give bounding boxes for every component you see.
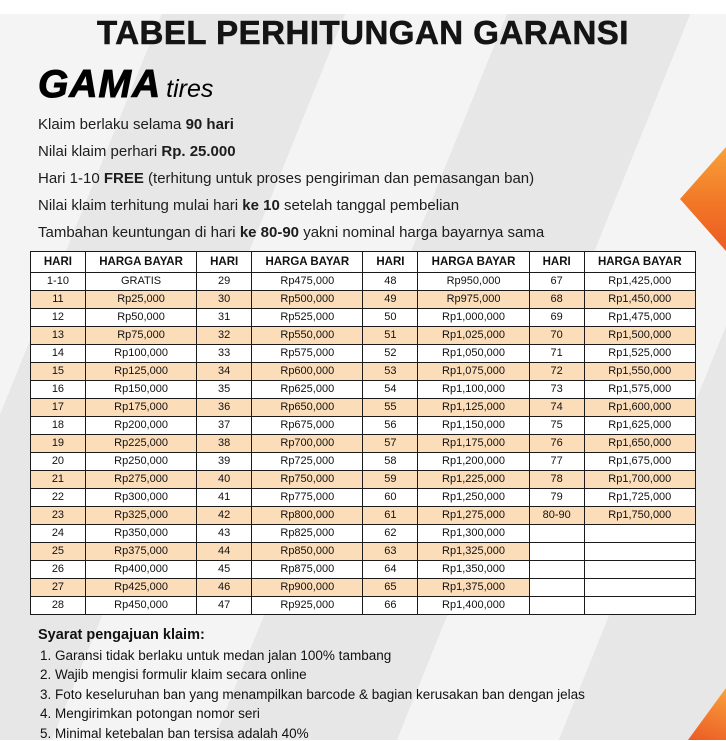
intro-notes (38, 116, 726, 241)
harga-bayar-cell: Rp1,625,000 (584, 416, 695, 434)
hari-cell: 48 (363, 272, 418, 290)
warranty-flyer (0, 14, 726, 740)
claim-term-item: 4. Mengirimkan potongan nomor seri (40, 706, 726, 721)
harga-bayar-cell: Rp750,000 (252, 470, 363, 488)
table-row (31, 542, 696, 560)
intro-line-5-post: yakni nominal harga bayarnya sama (299, 223, 545, 241)
hari-cell: 42 (197, 506, 252, 524)
table-row (31, 290, 696, 308)
intro-line-3-bold: FREE (103, 169, 144, 187)
harga-bayar-cell: Rp1,650,000 (584, 434, 695, 452)
table-row (31, 524, 696, 542)
warranty-table-head (31, 251, 696, 272)
harga-bayar-cell: Rp225,000 (85, 434, 196, 452)
harga-bayar-cell: Rp250,000 (85, 452, 196, 470)
table-row (31, 272, 696, 290)
hari-cell: 20 (31, 452, 86, 470)
warranty-table-body (31, 272, 696, 614)
harga-bayar-cell: Rp550,000 (252, 326, 363, 344)
claim-term-item: 1. Garansi tidak berlaku untuk medan jalan 100% tambang (40, 648, 726, 663)
harga-bayar-cell: Rp775,000 (252, 488, 363, 506)
hari-cell: 28 (31, 596, 86, 614)
hari-cell: 31 (197, 308, 252, 326)
harga-bayar-cell: Rp1,725,000 (584, 488, 695, 506)
hari-cell: 49 (363, 290, 418, 308)
hari-cell: 23 (31, 506, 86, 524)
hari-cell: 24 (31, 524, 86, 542)
brand-logo (38, 62, 726, 106)
harga-bayar-cell: Rp875,000 (252, 560, 363, 578)
table-row (31, 380, 696, 398)
warranty-table (30, 251, 696, 615)
hari-cell: 45 (197, 560, 252, 578)
intro-line-2-pre: Nilai klaim perhari (38, 142, 162, 160)
harga-bayar-cell: Rp200,000 (85, 416, 196, 434)
intro-line-3 (38, 170, 726, 187)
harga-bayar-cell: Rp125,000 (85, 362, 196, 380)
intro-line-3-post: (terhitung untuk proses pengiriman dan pemasangan ban) (143, 169, 535, 187)
harga-bayar-cell: Rp1,525,000 (584, 344, 695, 362)
harga-bayar-cell: Rp1,700,000 (584, 470, 695, 488)
harga-bayar-cell: Rp1,075,000 (418, 362, 529, 380)
harga-bayar-cell: Rp1,500,000 (584, 326, 695, 344)
claim-terms-list (38, 648, 726, 741)
harga-bayar-cell: Rp1,300,000 (418, 524, 529, 542)
harga-bayar-cell: Rp375,000 (85, 542, 196, 560)
harga-bayar-cell: Rp1,600,000 (584, 398, 695, 416)
claim-term-item: 2. Wajib mengisi formulir klaim secara online (40, 667, 726, 682)
harga-bayar-cell: Rp1,325,000 (418, 542, 529, 560)
intro-line-5-bold: ke 80-90 (239, 223, 300, 241)
harga-bayar-cell: Rp1,050,000 (418, 344, 529, 362)
hari-cell: 61 (363, 506, 418, 524)
harga-bayar-cell: Rp50,000 (85, 308, 196, 326)
harga-bayar-cell: Rp1,100,000 (418, 380, 529, 398)
logo-brand-text: GAMA (38, 62, 162, 106)
hari-cell: 29 (197, 272, 252, 290)
hari-cell (529, 560, 584, 578)
hari-cell: 41 (197, 488, 252, 506)
hari-cell: 54 (363, 380, 418, 398)
harga-bayar-cell: Rp650,000 (252, 398, 363, 416)
hari-cell: 21 (31, 470, 86, 488)
hari-cell: 68 (529, 290, 584, 308)
hari-cell: 32 (197, 326, 252, 344)
hari-cell: 1-10 (31, 272, 86, 290)
intro-line-2-bold: Rp. 25.000 (161, 142, 236, 160)
intro-line-5 (38, 224, 726, 241)
harga-bayar-cell: Rp1,350,000 (418, 560, 529, 578)
column-header-harga-bayar: HARGA BAYAR (584, 251, 695, 272)
table-row (31, 470, 696, 488)
column-header-hari: HARI (529, 251, 584, 272)
harga-bayar-cell: Rp800,000 (252, 506, 363, 524)
hari-cell: 60 (363, 488, 418, 506)
table-header-row (31, 251, 696, 272)
harga-bayar-cell: Rp1,425,000 (584, 272, 695, 290)
hari-cell: 66 (363, 596, 418, 614)
intro-line-4-post: setelah tanggal pembelian (279, 196, 460, 214)
table-row (31, 578, 696, 596)
harga-bayar-cell: Rp1,025,000 (418, 326, 529, 344)
table-row (31, 560, 696, 578)
hari-cell: 53 (363, 362, 418, 380)
harga-bayar-cell: Rp1,575,000 (584, 380, 695, 398)
column-header-hari: HARI (31, 251, 86, 272)
harga-bayar-cell: Rp850,000 (252, 542, 363, 560)
intro-line-2 (38, 143, 726, 160)
hari-cell: 79 (529, 488, 584, 506)
hari-cell: 25 (31, 542, 86, 560)
hari-cell: 18 (31, 416, 86, 434)
table-row (31, 344, 696, 362)
hari-cell: 59 (363, 470, 418, 488)
intro-line-1 (38, 116, 726, 133)
column-header-harga-bayar: HARGA BAYAR (418, 251, 529, 272)
column-header-harga-bayar: HARGA BAYAR (252, 251, 363, 272)
hari-cell: 44 (197, 542, 252, 560)
harga-bayar-cell: Rp725,000 (252, 452, 363, 470)
table-row (31, 308, 696, 326)
hari-cell: 12 (31, 308, 86, 326)
harga-bayar-cell: Rp825,000 (252, 524, 363, 542)
intro-line-1-pre: Klaim berlaku selama (38, 115, 186, 133)
harga-bayar-cell: Rp1,250,000 (418, 488, 529, 506)
harga-bayar-cell: Rp400,000 (85, 560, 196, 578)
hari-cell: 57 (363, 434, 418, 452)
claim-term-item: 5. Minimal ketebalan ban tersisa adalah 40% (40, 726, 726, 741)
hari-cell (529, 524, 584, 542)
hari-cell: 58 (363, 452, 418, 470)
harga-bayar-cell: Rp325,000 (85, 506, 196, 524)
column-header-harga-bayar: HARGA BAYAR (85, 251, 196, 272)
claim-term-item: 3. Foto keseluruhan ban yang menampilkan barcode & bagian kerusakan ban dengan jelas (40, 687, 726, 702)
hari-cell: 62 (363, 524, 418, 542)
hari-cell: 69 (529, 308, 584, 326)
table-row (31, 362, 696, 380)
hari-cell: 35 (197, 380, 252, 398)
harga-bayar-cell: Rp150,000 (85, 380, 196, 398)
harga-bayar-cell: Rp1,000,000 (418, 308, 529, 326)
harga-bayar-cell: GRATIS (85, 272, 196, 290)
harga-bayar-cell: Rp525,000 (252, 308, 363, 326)
harga-bayar-cell: Rp475,000 (252, 272, 363, 290)
hari-cell (529, 542, 584, 560)
table-row (31, 398, 696, 416)
hari-cell: 50 (363, 308, 418, 326)
harga-bayar-cell: Rp1,150,000 (418, 416, 529, 434)
hari-cell: 27 (31, 578, 86, 596)
harga-bayar-cell: Rp1,400,000 (418, 596, 529, 614)
hari-cell: 19 (31, 434, 86, 452)
harga-bayar-cell: Rp1,750,000 (584, 506, 695, 524)
hari-cell: 38 (197, 434, 252, 452)
hari-cell: 36 (197, 398, 252, 416)
harga-bayar-cell (584, 578, 695, 596)
harga-bayar-cell: Rp625,000 (252, 380, 363, 398)
hari-cell: 74 (529, 398, 584, 416)
hari-cell: 37 (197, 416, 252, 434)
column-header-hari: HARI (363, 251, 418, 272)
harga-bayar-cell (584, 524, 695, 542)
hari-cell: 34 (197, 362, 252, 380)
harga-bayar-cell: Rp975,000 (418, 290, 529, 308)
intro-line-4 (38, 197, 726, 214)
harga-bayar-cell: Rp450,000 (85, 596, 196, 614)
harga-bayar-cell: Rp900,000 (252, 578, 363, 596)
intro-line-4-bold: ke 10 (242, 196, 280, 214)
hari-cell: 16 (31, 380, 86, 398)
harga-bayar-cell: Rp100,000 (85, 344, 196, 362)
harga-bayar-cell: Rp300,000 (85, 488, 196, 506)
intro-line-4-pre: Nilai klaim terhitung mulai hari (38, 196, 243, 214)
harga-bayar-cell: Rp275,000 (85, 470, 196, 488)
harga-bayar-cell: Rp1,175,000 (418, 434, 529, 452)
harga-bayar-cell: Rp500,000 (252, 290, 363, 308)
page-title: TABEL PERHITUNGAN GARANSI (97, 14, 629, 51)
hari-cell: 76 (529, 434, 584, 452)
hari-cell (529, 578, 584, 596)
hari-cell: 26 (31, 560, 86, 578)
hari-cell: 73 (529, 380, 584, 398)
hari-cell: 67 (529, 272, 584, 290)
hari-cell: 17 (31, 398, 86, 416)
table-row (31, 416, 696, 434)
harga-bayar-cell: Rp1,375,000 (418, 578, 529, 596)
hari-cell: 63 (363, 542, 418, 560)
hari-cell: 47 (197, 596, 252, 614)
claim-terms-heading: Syarat pengajuan klaim: (38, 626, 205, 643)
table-row (31, 452, 696, 470)
hari-cell: 72 (529, 362, 584, 380)
hari-cell: 15 (31, 362, 86, 380)
harga-bayar-cell: Rp575,000 (252, 344, 363, 362)
flyer-content (0, 14, 726, 741)
hari-cell: 55 (363, 398, 418, 416)
table-row (31, 596, 696, 614)
harga-bayar-cell: Rp1,125,000 (418, 398, 529, 416)
hari-cell: 14 (31, 344, 86, 362)
harga-bayar-cell: Rp1,450,000 (584, 290, 695, 308)
harga-bayar-cell: Rp700,000 (252, 434, 363, 452)
harga-bayar-cell: Rp1,275,000 (418, 506, 529, 524)
intro-line-3-pre: Hari 1-10 (38, 169, 104, 187)
table-row (31, 506, 696, 524)
harga-bayar-cell: Rp425,000 (85, 578, 196, 596)
harga-bayar-cell: Rp600,000 (252, 362, 363, 380)
claim-terms (38, 627, 726, 741)
hari-cell: 11 (31, 290, 86, 308)
hari-cell: 39 (197, 452, 252, 470)
table-row (31, 434, 696, 452)
hari-cell: 22 (31, 488, 86, 506)
hari-cell: 46 (197, 578, 252, 596)
harga-bayar-cell: Rp1,200,000 (418, 452, 529, 470)
hari-cell: 30 (197, 290, 252, 308)
hari-cell: 77 (529, 452, 584, 470)
intro-line-5-pre: Tambahan keuntungan di hari (38, 223, 240, 241)
harga-bayar-cell: Rp1,675,000 (584, 452, 695, 470)
harga-bayar-cell: Rp925,000 (252, 596, 363, 614)
column-header-hari: HARI (197, 251, 252, 272)
hari-cell: 40 (197, 470, 252, 488)
harga-bayar-cell: Rp75,000 (85, 326, 196, 344)
harga-bayar-cell: Rp1,550,000 (584, 362, 695, 380)
hari-cell: 51 (363, 326, 418, 344)
hari-cell: 75 (529, 416, 584, 434)
hari-cell: 56 (363, 416, 418, 434)
hari-cell: 33 (197, 344, 252, 362)
harga-bayar-cell: Rp25,000 (85, 290, 196, 308)
hari-cell: 80-90 (529, 506, 584, 524)
hari-cell: 13 (31, 326, 86, 344)
intro-line-1-bold: 90 hari (185, 115, 234, 133)
hari-cell: 78 (529, 470, 584, 488)
harga-bayar-cell (584, 596, 695, 614)
harga-bayar-cell (584, 560, 695, 578)
hari-cell: 71 (529, 344, 584, 362)
hari-cell: 43 (197, 524, 252, 542)
harga-bayar-cell: Rp1,225,000 (418, 470, 529, 488)
logo-suffix-text: tires (166, 74, 214, 103)
harga-bayar-cell: Rp350,000 (85, 524, 196, 542)
harga-bayar-cell: Rp175,000 (85, 398, 196, 416)
hari-cell: 52 (363, 344, 418, 362)
hari-cell (529, 596, 584, 614)
harga-bayar-cell (584, 542, 695, 560)
table-row (31, 326, 696, 344)
harga-bayar-cell: Rp1,475,000 (584, 308, 695, 326)
hari-cell: 65 (363, 578, 418, 596)
harga-bayar-cell: Rp675,000 (252, 416, 363, 434)
hari-cell: 70 (529, 326, 584, 344)
harga-bayar-cell: Rp950,000 (418, 272, 529, 290)
table-row (31, 488, 696, 506)
hari-cell: 64 (363, 560, 418, 578)
